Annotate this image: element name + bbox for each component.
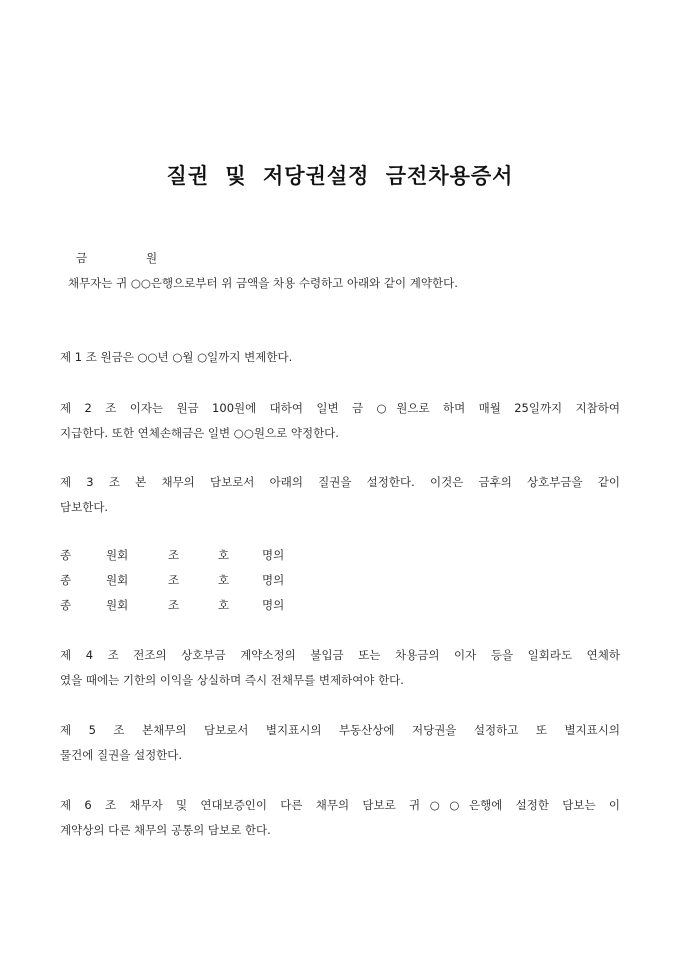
article-6-line-2: 계약상의 다른 채무의 공통의 담보로 한다. [60, 823, 271, 837]
amount-line [60, 250, 620, 266]
document-title: 질권 및 저당권설정 금전차용증서 [166, 163, 514, 188]
pledge-type: 종 [60, 548, 72, 562]
article-5-line-1: 제 5 조 본채무의 담보로서 별지표시의 부동산상에 저당권을 설정하고 또 별지표시의 [60, 723, 620, 737]
intro-text: 채무자는 귀 ○○은행으로부터 위 금액을 차용 수령하고 아래와 같이 계약한다. [68, 276, 458, 290]
pledge-type: 종 [60, 573, 72, 587]
article-4-line-2: 였을 때에는 기한의 이익을 상실하며 즉시 전채무를 변제하여야 한다. [60, 673, 404, 687]
article-5-line-2: 물건에 질권을 설정한다. [60, 748, 183, 762]
pledge-number: 호 [218, 548, 230, 562]
pledge-amount-unit: 원회 [106, 548, 129, 562]
pledge-holder: 명의 [262, 573, 285, 587]
pledge-row [60, 547, 620, 563]
pledge-row [60, 572, 620, 588]
article-3-line-1: 제 3 조 본 채무의 담보로서 아래의 질권을 설정한다. 이것은 금후의 상호부금을 같이 [60, 475, 620, 489]
article-2-line-2: 지급한다. 또한 연체손해금은 일변 ○○원으로 약정한다. [60, 426, 339, 440]
pledge-number: 호 [218, 598, 230, 612]
article-3-line-2: 담보한다. [60, 500, 109, 514]
pledge-amount-unit: 원회 [106, 573, 129, 587]
amount-label: 금 [76, 251, 88, 265]
pledge-holder: 명의 [262, 598, 285, 612]
pledge-group: 조 [168, 548, 180, 562]
article-4-line-1: 제 4 조 전조의 상호부금 계약소정의 불입금 또는 차용금의 이자 등을 일회라도 연체하 [60, 648, 620, 662]
article-2-line-1: 제 2 조 이자는 원금 100원에 대하여 일변 금 ○원으로 하며 매월 25일까지 지참하여 [60, 401, 620, 415]
pledge-amount-unit: 원회 [106, 598, 129, 612]
pledge-number: 호 [218, 573, 230, 587]
pledge-group: 조 [168, 598, 180, 612]
pledge-holder: 명의 [262, 548, 285, 562]
pledge-group: 조 [168, 573, 180, 587]
pledge-type: 종 [60, 598, 72, 612]
article-1: 제 1 조 원금은 ○○년 ○월 ○일까지 변제한다. [60, 350, 293, 364]
article-6-line-1: 제 6 조 채무자 및 연대보증인이 다른 채무의 담보로 귀○○은행에 설정한 담보는 이 [60, 798, 620, 812]
pledge-row [60, 597, 620, 613]
amount-unit-label: 원 [146, 251, 158, 265]
